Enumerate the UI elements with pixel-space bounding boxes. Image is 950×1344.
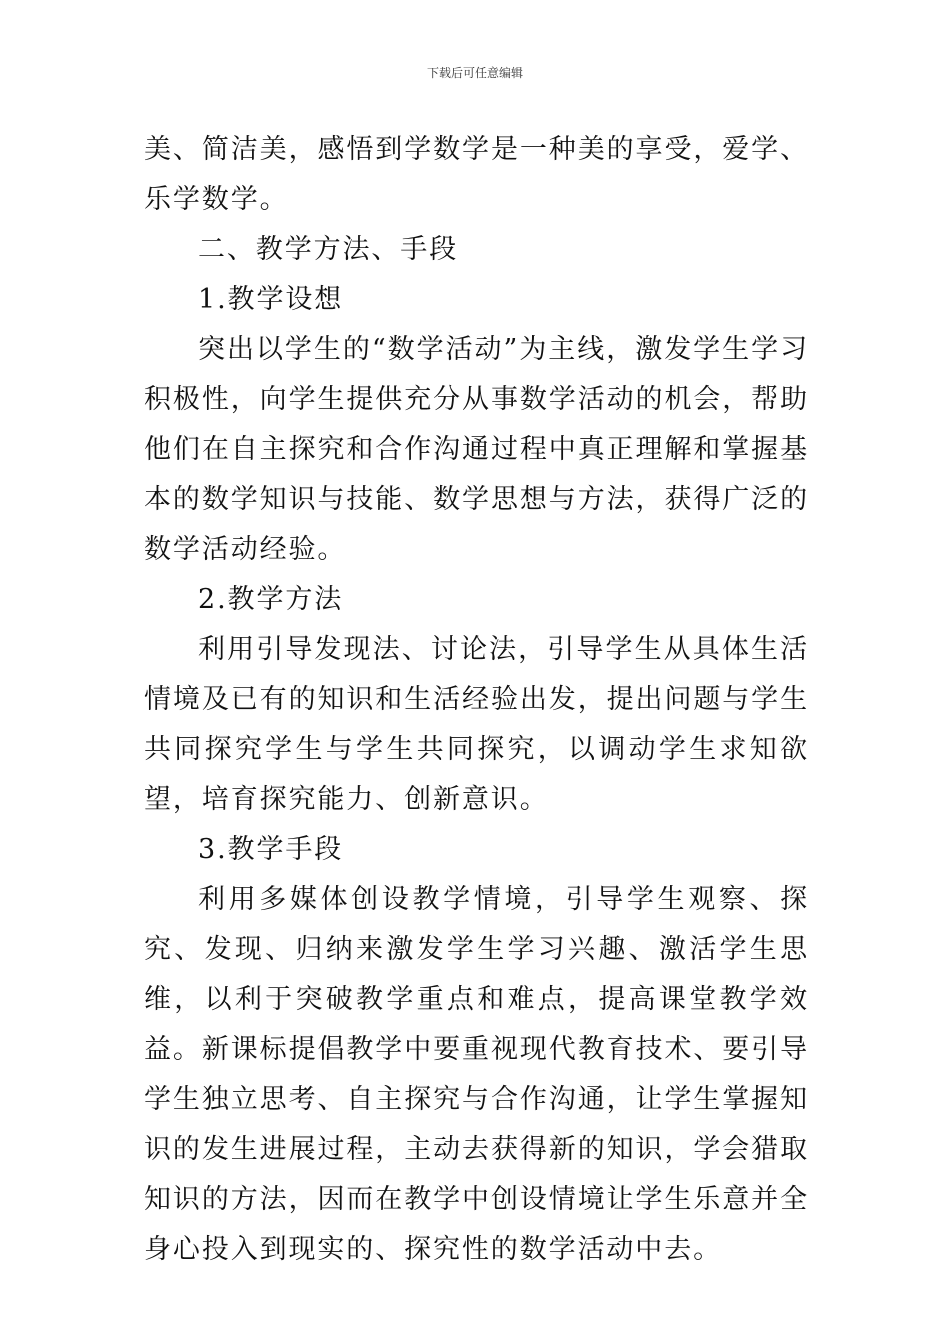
subheading-teaching-method: 2.教学方法 (198, 584, 344, 615)
paragraph-continuation: 美、简洁美，感悟到学数学是一种美的享受，爱学、乐学数学。 (144, 134, 809, 215)
paragraph-teaching-means: 利用多媒体创设教学情境，引导学生观察、探究、发现、归纳来激发学生学习兴趣、激活学生思维，以利于突破教学重点和难点，提高课堂教学效益。新课标提倡教学中要重视现代教育技术、要引导学生独立思考、自主探究与合作沟通，让学生掌握知识的发生进展过程，主动去获得新的知识，学会猎取知识的方法，因而在教学中创设情境让学生乐意并全身心投入到现实的、探究性的数学活动中去。 (144, 884, 809, 1265)
section-heading-methods: 二、教学方法、手段 (198, 234, 459, 265)
paragraph-teaching-concept: 突出以学生的“数学活动”为主线，激发学生学习积极性，向学生提供充分从事数学活动的机会，帮助他们在自主探究和合作沟通过程中真正理解和掌握基本的数学知识与技能、数学思想与方法，获得广泛的数学活动经验。 (144, 334, 809, 565)
paragraph-teaching-method: 利用引导发现法、讨论法，引导学生从具体生活情境及已有的知识和生活经验出发，提出问题与学生共同探究学生与学生共同探究，以调动学生求知欲望，培育探究能力、创新意识。 (144, 634, 809, 815)
page-header: 下载后可任意编辑 (426, 66, 523, 80)
subheading-teaching-concept: 1.教学设想 (198, 284, 344, 315)
document-body (144, 125, 809, 1275)
subheading-teaching-means: 3.教学手段 (198, 834, 344, 865)
